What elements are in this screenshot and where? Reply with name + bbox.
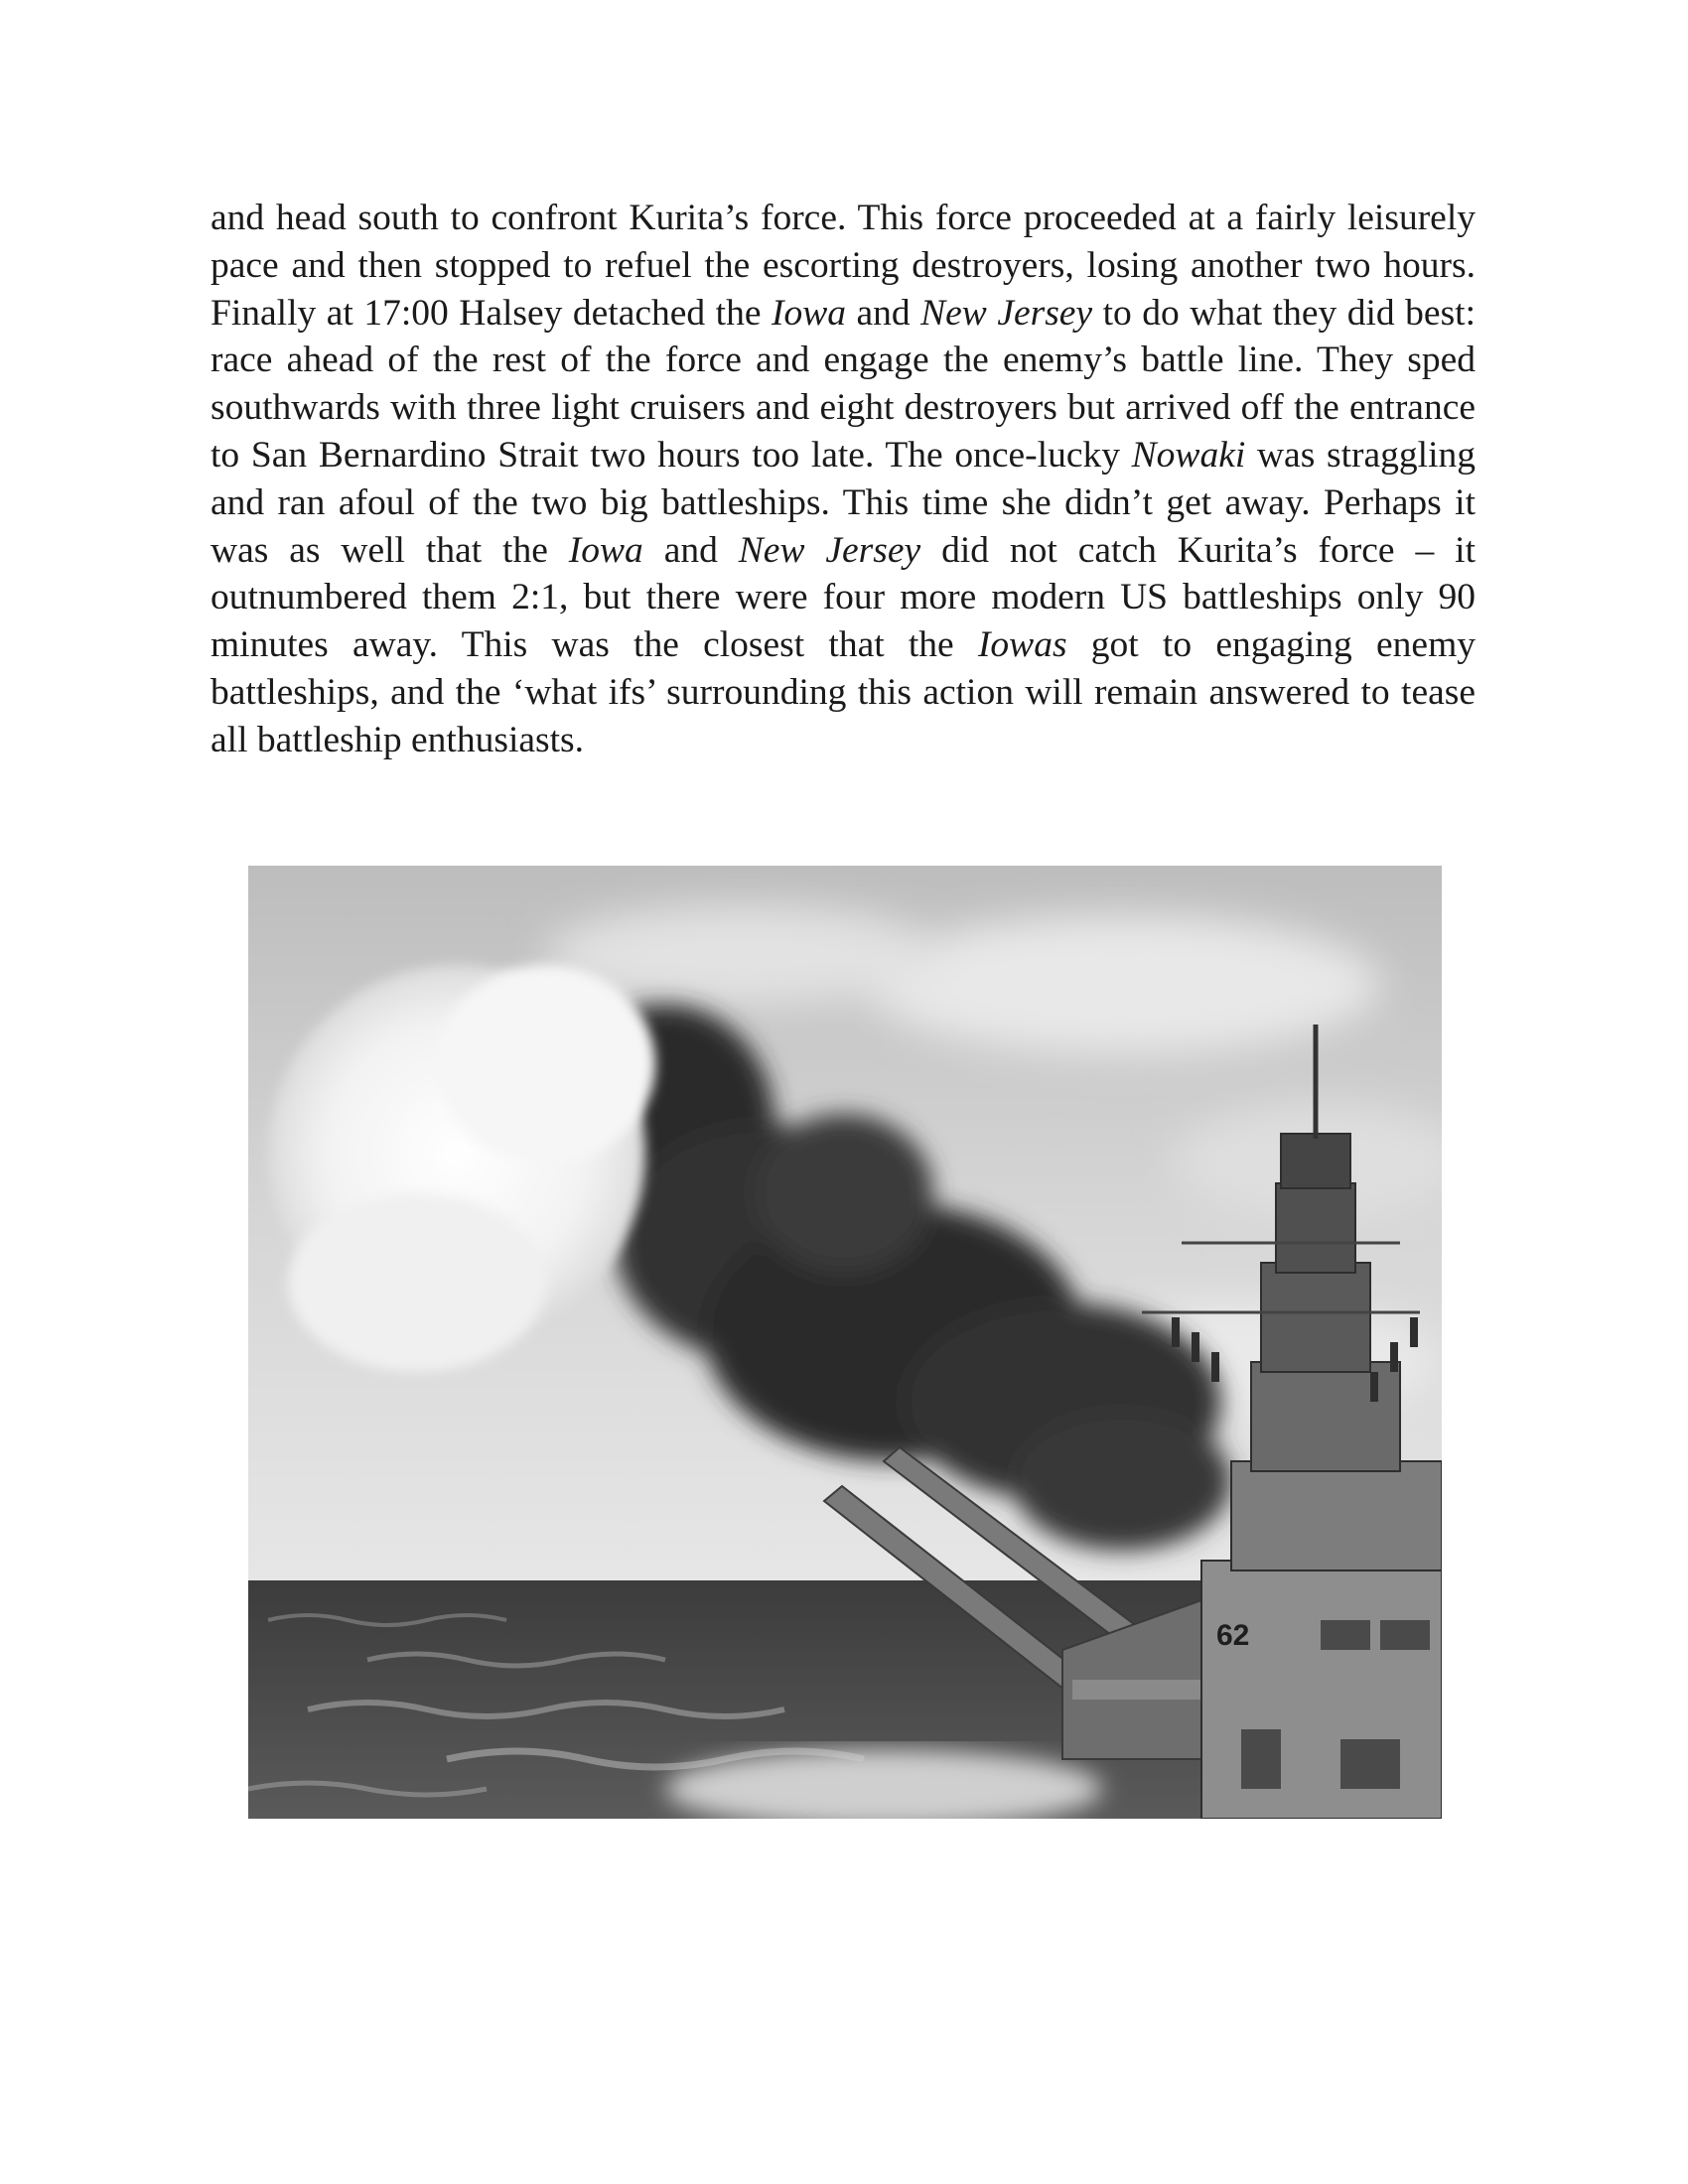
text-run: was straggling and ran afoul of the two big battleships. This time she didn’t get away. Perhaps it was as well that the [211,434,1476,571]
text-run: and head south to confront Kurita’s force. This force proceeded at a fairly leisurely pace and then stopped to refuel the escorting destroyers, losing another two hours. Finally at 17:00 Halsey detached the [211,198,1476,334]
italic-run: New Jersey [738,529,921,571]
italic-run: Iowa [568,529,643,571]
body-paragraph [211,195,1476,764]
text-run: to do what they did best: race ahead of the rest of the force and engage the enemy’s battle line. They sped southwards with three light cruisers and eight destroyers but arrived off the entrance to San Bernardino Strait two hours too late. The once-lucky [211,292,1477,476]
text-run: and [642,529,739,571]
italic-run: New Jersey [920,292,1093,334]
text-run: and [845,292,921,334]
battleship-firing-photo [248,866,1442,1819]
text-run: got to engaging enemy battleships, and the ‘what ifs’ surrounding this action will remain answered to tease all battleship enthusiasts. [211,624,1476,760]
italic-run: Nowaki [1131,434,1246,476]
italic-run: Iowas [977,624,1067,666]
hull-number: 62 [1216,1619,1250,1652]
italic-run: Iowa [771,292,846,334]
text-run: did not catch Kurita’s force – it outnumbered them 2:1, but there were four more modern US battleships only 90 minutes away. This was the closest that the [211,529,1476,666]
